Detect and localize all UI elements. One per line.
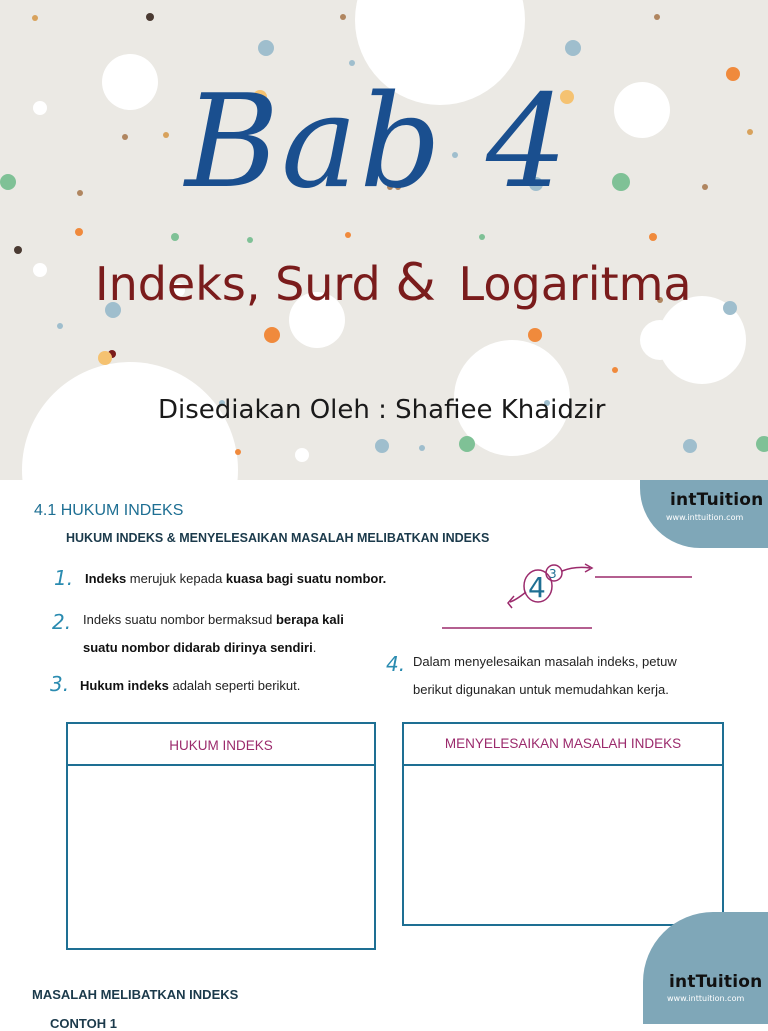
point-2-number: 2. [52, 610, 72, 634]
menyelesaikan-box [402, 722, 724, 926]
topic-part-2: Logaritma [458, 257, 692, 311]
cover-banner [0, 0, 768, 480]
brand-url: www.inttuition.com [666, 513, 744, 522]
point-4-text: Dalam menyelesaikan masalah indeks, petuw berikut digunakan untuk memudahkan kerja. [413, 654, 677, 697]
hukum-indeks-header: HUKUM INDEKS [68, 724, 374, 766]
section-title: 4.1 HUKUM INDEKS [34, 502, 184, 519]
diagram-index: 3 [549, 567, 557, 581]
chapter-title: Bab 4 [185, 68, 570, 217]
point-1-text: Indeks merujuk kepada kuasa bagi suatu nombor. [85, 571, 387, 586]
topic-part-1: Indeks, Surd [95, 257, 396, 311]
brand-url-bottom: www.inttuition.com [667, 994, 745, 1003]
diagram-base: 4 [528, 571, 546, 604]
ampersand: & [395, 253, 436, 313]
menyelesaikan-header: MENYELESAIKAN MASALAH INDEKS [404, 724, 722, 766]
index-diagram [440, 556, 700, 636]
brand-logo: intTuition [670, 490, 764, 510]
point-1-number: 1. [54, 566, 74, 590]
point-2-text: Indeks suatu nombor bermaksud berapa kali suatu nombor didarab dirinya sendiri. [83, 612, 344, 655]
topic-title [95, 253, 692, 313]
point-4-number: 4. [386, 652, 406, 676]
cover-title-svg [0, 0, 768, 480]
hukum-indeks-box [66, 722, 376, 950]
brand-tab-top [640, 480, 768, 548]
section-subtitle: HUKUM INDEKS & MENYELESAIKAN MASALAH MELIBATKAN INDEKS [66, 531, 490, 545]
brand-logo-bottom: intTuition [669, 972, 763, 992]
bottom-heading: MASALAH MELIBATKAN INDEKS [32, 987, 239, 1002]
example-heading: CONTOH 1 [50, 1016, 117, 1031]
author-credit: Disediakan Oleh : Shafiee Khaidzir [158, 395, 606, 425]
brand-tab-bottom [643, 912, 768, 1024]
point-3-text: Hukum indeks adalah seperti berikut. [80, 678, 301, 693]
point-3-number: 3. [50, 672, 70, 696]
